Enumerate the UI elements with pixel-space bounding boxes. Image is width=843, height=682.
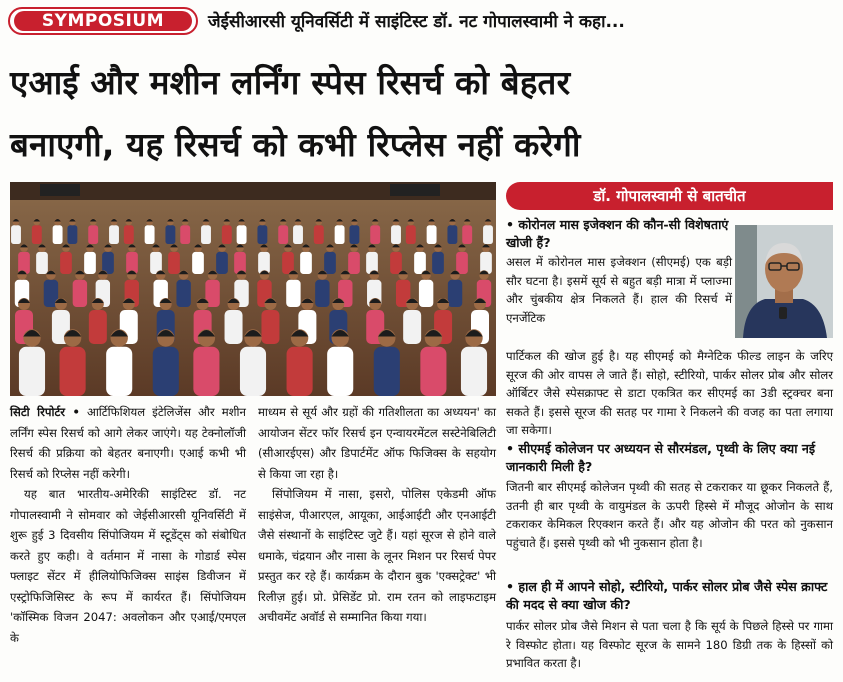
answer-2: जितनी बार सीएमई कोलेजन पृथ्वी की सतह से टकराकर या छूकर निकलते हैं, उतनी ही बार पृथ्वी के वायुमंडल के ऊपरी हिस्से में मौजूद ओजोन के साथ टकराकर केमिकल रिएक्शन करते हैं। और यह ओजोन की परत को नुकसान पहुंचाते हैं। इससे पृथ्वी को भी नुकसान होता है। [506, 480, 833, 550]
article-paragraph-4: सिंपोजियम में नासा, इसरो, पोलिस एकेडमी ऑफ साइंसेज, पीआरएल, आयूका, आईआईटी और एनआईटी जैसे संस्थानों के साइंटिस्ट जुटे हैं। यहां सूरज से होने वाले धमाके, चंद्रयान और नासा के लूनर मिशन पर रिसर्च पेपर प्रस्तुत कर रहे हैं। कार्यक्रम के दौरान बुक 'एक्सट्रेक्ट' भी रिलीज़ हुई। प्रो. प्रेसिडेंट प्रो. राम रतन को लाइफटाइम अचीवमेंट अवॉर्ड से सम्मानित किया गया। [258, 487, 496, 624]
interview-heading: डॉ. गोपालस्वामी से बातचीत [506, 182, 833, 210]
article-paragraph-1: आर्टिफिशियल इंटेलिजेंस और मशीन लर्निंग स्पेस रिसर्च को आगे लेकर जाएंगे। यह टेक्नोलॉजी रिसर्च की प्रक्रिया को बेहतर बनाएगी। एआई कभी भी रिसर्च को रिप्लेस नहीं करेगी। [10, 405, 246, 481]
question-2: • सीएमई कोलेजन पर अध्ययन से सौरमंडल, पृथ्वी के लिए क्या नई जानकारी मिली है? [506, 441, 816, 474]
byline: सिटी रिपोर्टर • [10, 405, 80, 419]
article-column-2 [258, 402, 496, 628]
answer-1-part-a: असल में कोरोनल मास इजेक्शन (सीएमई) एक बड़ी सौर घटना है। इसमें सूर्य से बहुत बड़ी मात्रा में प्लाज्मा और चुंबकीय क्षेत्र निकलते हैं। हाल की रिसर्च में एनर्जेटिक [506, 255, 732, 325]
symposium-badge [8, 7, 198, 35]
kicker-text: जेईसीआरसी यूनिवर्सिटी में साइंटिस्ट डॉ. नट गोपालस्वामी ने कहा... [208, 12, 625, 32]
article-paragraph-3: माध्यम से सूर्य और ग्रहों की गतिशीलता का अध्ययन' का आयोजन सेंटर फॉर रिसर्च इन एन्वायरमेंटल सस्टेनेबिलिटी (सीआरईएस) और डिपार्टमेंट ऑफ फिजिक्स के सहयोग से किया जा रहा है। [258, 405, 496, 481]
question-1: • कोरोनल मास इजेक्शन की कौन-सी विशेषताएं खोजी हैं? [506, 217, 729, 250]
group-photo [10, 182, 496, 396]
group-photo-illustration [10, 182, 496, 396]
article-column-1 [10, 402, 246, 648]
portrait-illustration [735, 225, 833, 338]
answer-3: पार्कर सोलर प्रोब जैसे मिशन से पता चला है कि सूर्य के पिछले हिस्से पर गामा रे विस्फोट होता। यह विस्फोट सूरज के सामने 180 डिग्री तक के हिस्सों को प्रभावित करता है। [506, 619, 833, 670]
headline-line-2: बनाएगी, यह रिसर्च को कभी रिप्लेस नहीं करेगी [10, 125, 581, 164]
headline-line-1: एआई और मशीन लर्निंग स्पेस रिसर्च को बेहतर [10, 63, 571, 102]
kicker [8, 5, 838, 39]
portrait-photo [735, 225, 833, 338]
article-paragraph-2: यह बात भारतीय-अमेरिकी साइंटिस्ट डॉ. नट गोपालस्वामी ने सोमवार को जेईसीआरसी यूनिवर्सिटी में शुरू हुई 3 दिवसीय सिंपोजियम में स्टूडेंट्स को संबोधित करते हुए कही। वे वर्तमान में नासा के गोडार्ड स्पेस फ्लाइट सेंटर में हीलियोफिजिक्स साइंस डिवीजन में एस्ट्रोफिजिसिस्ट के रूप में कार्यरत हैं। सिंपोजियम 'कॉस्मिक विजन 2047: अवलोकन और एआई/एमएल के [10, 487, 246, 645]
headline [10, 52, 835, 176]
answer-1-part-b: पार्टिकल की खोज हुई है। यह सीएमई को मैग्नेटिक फील्ड लाइन के जरिए सूरज की ओर वापस ले जाते हैं। सोहो, स्टीरियो, पार्कर सोलर प्रोब और सोलर ऑर्बिटर जैसे स्पेसक्राफ्ट से डाटा एकत्रित कर सीएमई का 3डी स्ट्रक्चर बना सकते हैं। इससे सूरज की सतह पर गामा रे निकलने की वजह का पता लगाया जा सकेगा। [506, 349, 833, 437]
question-3: • हाल ही में आपने सोहो, स्टीरियो, पार्कर सोलर प्रोब जैसे स्पेस क्राफ्ट की मदद से क्या खोज की? [506, 579, 828, 612]
symposium-badge-label: SYMPOSIUM [14, 11, 192, 31]
